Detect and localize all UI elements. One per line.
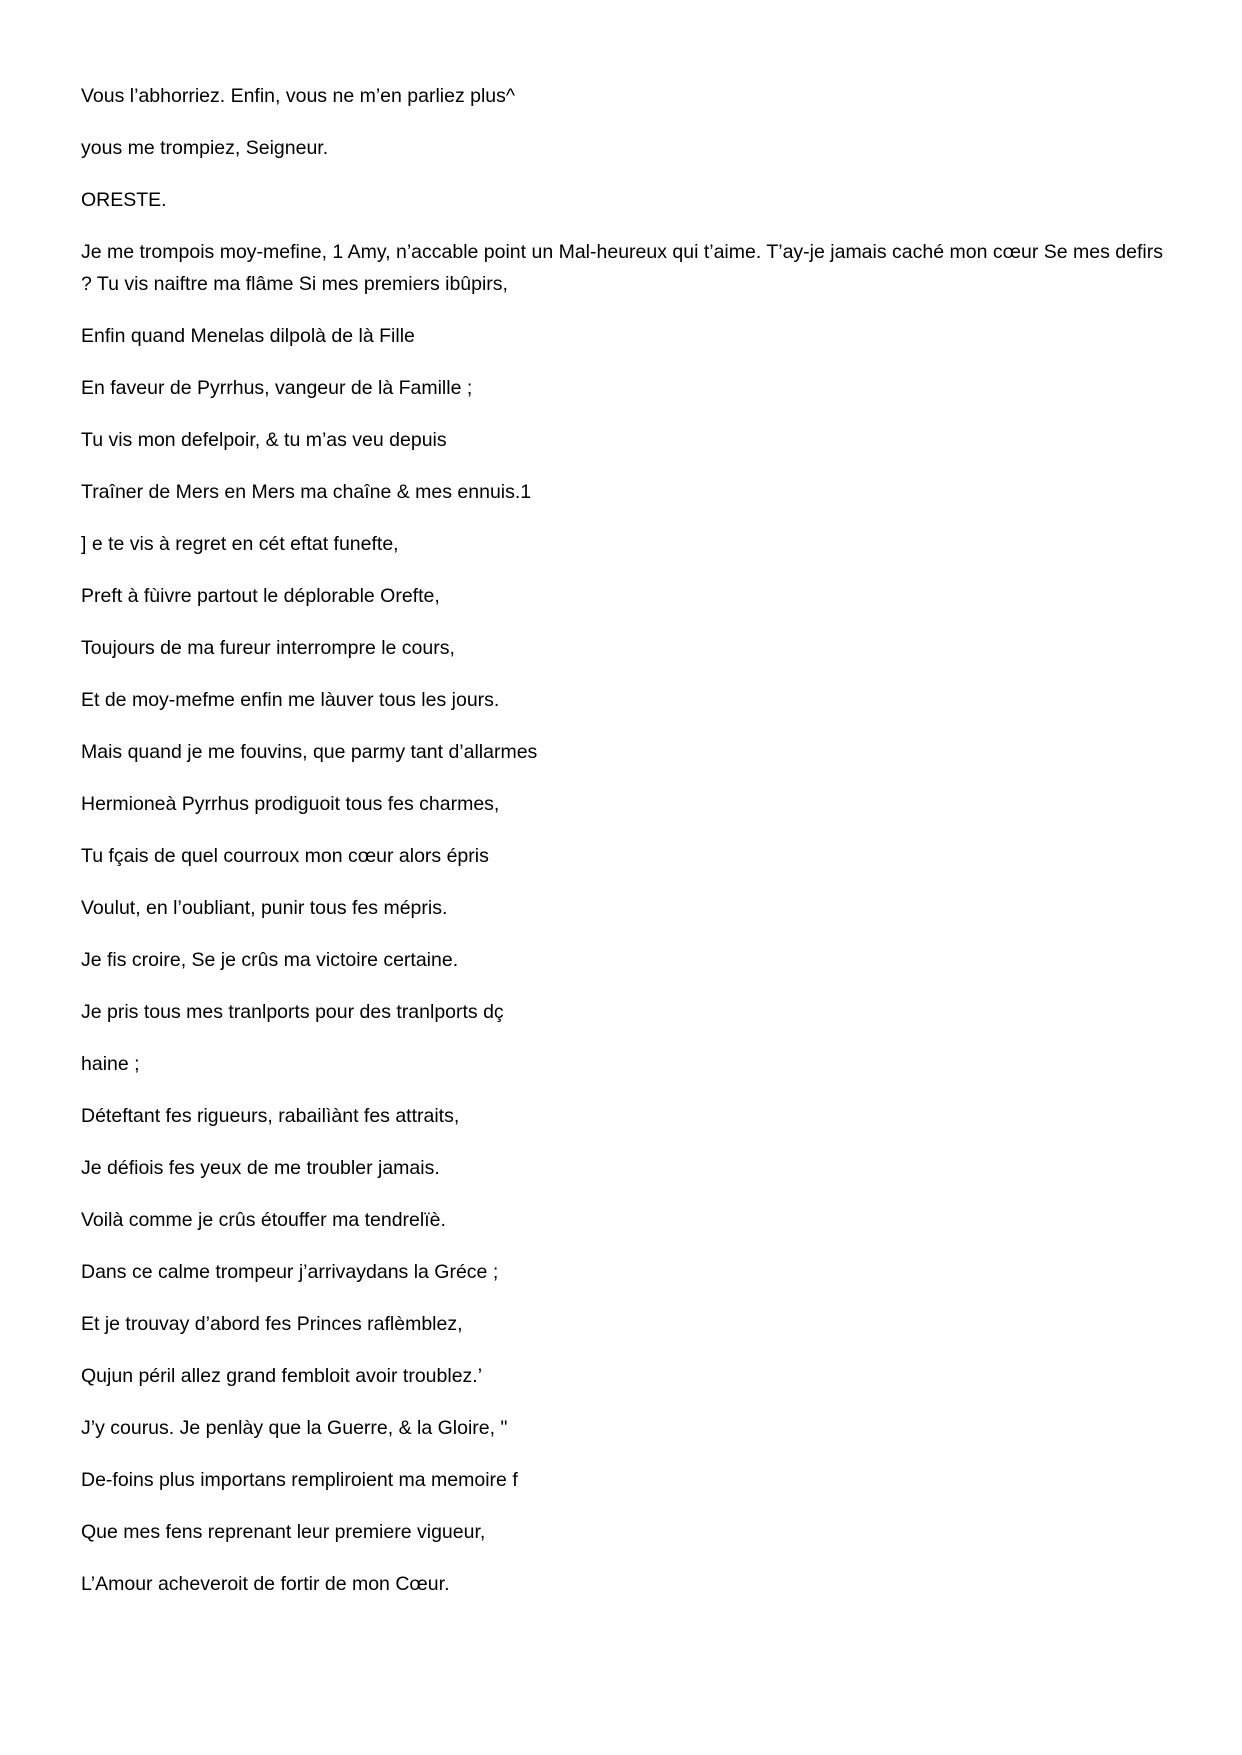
text-line: Traîner de Mers en Mers ma chaîne & mes ennuis.1 [81, 481, 532, 503]
text-line: J’y courus. Je penlày que la Guerre, & la Gloire, " [81, 1417, 508, 1439]
text-line: Hermioneà Pyrrhus prodiguoit tous fes charmes, [81, 793, 500, 815]
text-line: haine ; [81, 1053, 140, 1075]
text-line: Dans ce calme trompeur j’arrivaydans la Gréce ; [81, 1261, 499, 1283]
text-line: De-foins plus importans rempliroient ma memoire f [81, 1469, 518, 1491]
text-line: yous me trompiez, Seigneur. [81, 137, 329, 159]
text-line: Je pris tous mes tranlports pour des tranlports dç [81, 1001, 504, 1023]
text-line: Déteftant fes rigueurs, rabailìànt fes attraits, [81, 1105, 460, 1127]
text-paragraph: Je me trompois moy-mefine, 1 Amy, n’accable point un Mal-heureux qui t’aime. T’ay-je jamais caché mon cœur Se mes defirs ? Tu vis naiftre ma flâme Si mes premiers ibûpirs, [81, 241, 1163, 295]
text-line: ] e te vis à regret en cét eftat funefte, [81, 533, 399, 555]
text-line: Qujun péril allez grand fembloit avoir troublez.’ [81, 1365, 483, 1387]
speaker-name: ORESTE. [81, 189, 167, 211]
text-line: L’Amour acheveroit de fortir de mon Cœur. [81, 1573, 450, 1595]
text-line: Et je trouvay d’abord fes Princes raflèmblez, [81, 1313, 463, 1335]
text-line: Preft à fùivre partout le déplorable Orefte, [81, 585, 440, 607]
text-line: Voulut, en l’oubliant, punir tous fes mépris. [81, 897, 448, 919]
text-line: En faveur de Pyrrhus, vangeur de là Famille ; [81, 377, 473, 399]
text-line: Vous l’abhorriez. Enfin, vous ne m’en parliez plus^ [81, 85, 516, 107]
text-line: Mais quand je me fouvins, que parmy tant d’allarmes [81, 741, 538, 763]
text-line: Je défiois fes yeux de me troubler jamais. [81, 1157, 440, 1179]
text-line: Que mes fens reprenant leur premiere vigueur, [81, 1521, 486, 1543]
text-line: Voilà comme je crûs étouffer ma tendrelïè. [81, 1209, 446, 1231]
text-line: Enfin quand Menelas dilpolà de là Fille [81, 325, 415, 347]
text-line: Et de moy-mefme enfin me làuver tous les jours. [81, 689, 500, 711]
document-page [81, 80, 1166, 1620]
text-line: Je fis croire, Se je crûs ma victoire certaine. [81, 949, 459, 971]
text-line: Tu vis mon defelpoir, & tu m’as veu depuis [81, 429, 447, 451]
text-line: Tu fçais de quel courroux mon cœur alors épris [81, 845, 489, 867]
text-line: Toujours de ma fureur interrompre le cours, [81, 637, 455, 659]
